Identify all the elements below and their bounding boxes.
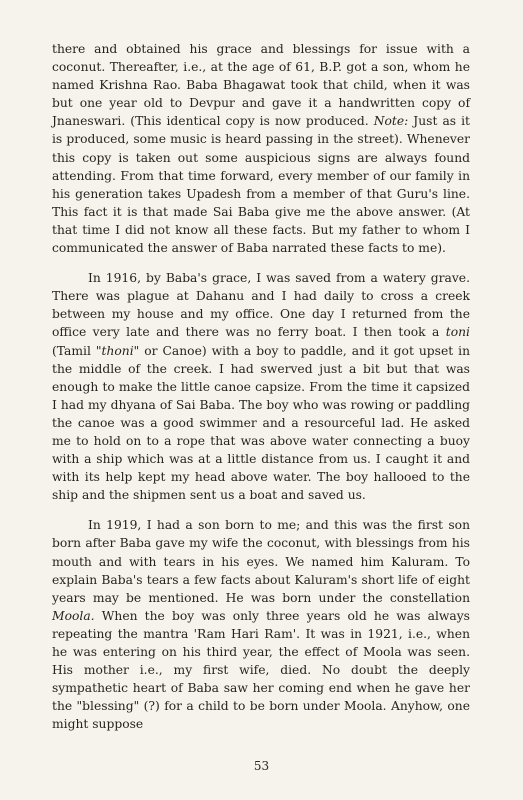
- text-segment: When the boy was only three years old he was always repeating the mantra 'Ram Hari Ram'. It was in 1921, i.e., when he was entering on his third year, the effect of Moola was seen. His mother i.e., my first wife, died. No doubt the deeply sympathetic heart of Baba saw her coming end when he gave her the "blessing" (?) for a child to be born under Moola. Anyhow, one might suppose: [52, 608, 470, 732]
- italic-segment: thoni: [101, 343, 134, 358]
- paragraph-3: [52, 516, 470, 733]
- paragraph-2: [52, 269, 470, 504]
- body-text: [52, 40, 470, 745]
- text-segment: there and obtained his grace and blessings for issue with a coconut. Thereafter, i.e., at the age of 61, B.P. got a son, whom he named Krishna Rao. Baba Bhagawat took that child, when it was but one year old to Devpur and gave it a handwritten copy of Jnaneswari. (This identical copy is now produced.: [52, 42, 470, 129]
- text-segment: " or Canoe) with a boy to paddle, and it got upset in the middle of the creek. I had swerved just a bit but that was enough to make the little canoe capsize. From the time it capsized I had my dhyana of Sai Baba. The boy who was rowing or paddling the canoe was a good swimmer and a resourceful lad. He asked me to hold on to a rope that was above water connecting a buoy with a ship which was at a little distance from us. I caught it and with its help kept my head above water. The boy hallooed to the ship and the shipmen sent us a boat and saved us.: [52, 343, 471, 503]
- paragraph-1: [52, 40, 470, 257]
- italic-segment: Note:: [373, 114, 409, 129]
- text-segment: In 1916, by Baba's grace, I was saved from a watery grave. There was plague at Dahanu and I had daily to cross a creek between my house and my office. One day I returned from the office very late and there was no ferry boat. I then took a: [52, 271, 470, 340]
- page-number: 53: [253, 759, 270, 773]
- italic-segment: Moola.: [52, 608, 95, 623]
- italic-segment: toni: [445, 325, 470, 340]
- text-segment: In 1919, I had a son born to me; and this was the first son born after Baba gave my wife the coconut, with blessings from his mouth and with tears in his eyes. We named him Kaluram. To explain Baba's tears a few facts about Kaluram's short life of eight years may be mentioned. He was born under the constellation: [52, 518, 470, 605]
- text-segment: (Tamil ": [52, 343, 102, 358]
- text-segment: Just as it is produced, some music is heard passing in the street). Whenever this copy is taken out some auspicious signs are always found attending. From that time forward, every member of our family in his generation takes Upadesh from a member of that Guru's line. This fact it is that made Sai Baba give me the above answer. (At that time I did not know all these facts. But my father to whom I communicated the answer of Baba narrated these facts to me).: [52, 114, 470, 256]
